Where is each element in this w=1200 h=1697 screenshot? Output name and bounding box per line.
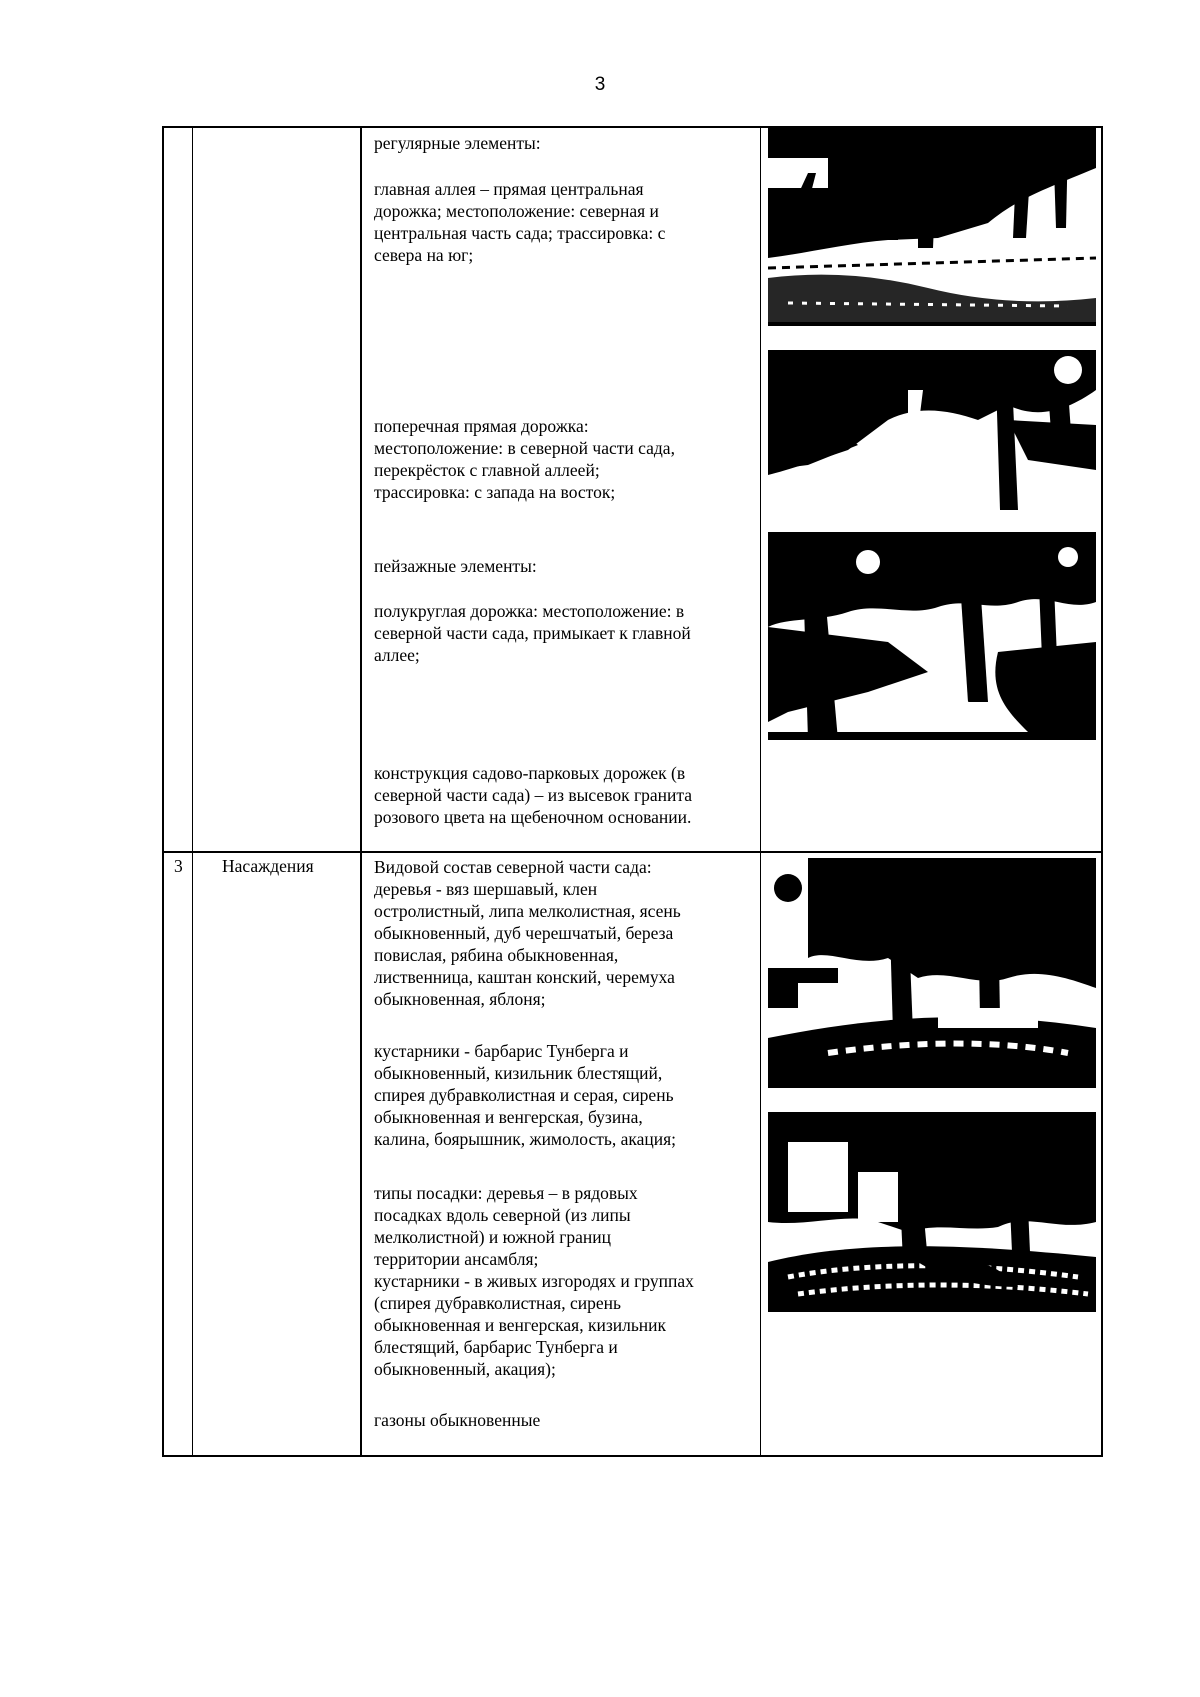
photo-plantings-1 [768, 858, 1096, 1088]
page-number: 3 [594, 74, 606, 95]
photo-cross-path [768, 350, 1096, 510]
row-divider [164, 851, 1101, 853]
text-main-alley: главная аллея – прямая центральная дорожка; местоположение: северная и центральная часть сада; трассировка: с севера на юг; [374, 179, 666, 265]
text-shrubs: кустарники - барбарис Тунберга и обыкновенный, кизильник блестящий, спирея дубравколистная и серая, сирень обыкновенная и венгерская, бузина, калина, боярышник, жимолость, акация; [374, 1041, 677, 1149]
text-species-trees: Видовой состав северной части сада: деревья - вяз шершавый, клен остролистный, липа мелколистная, ясень обыкновенный, дуб черешчатый, береза повислая, рябина обыкновенная, лиственница, каштан конский, черемуха обыкновенная, яблоня; [374, 857, 681, 1009]
text-lawns: газоны обыкновенные [374, 1410, 541, 1430]
text-cross-path: поперечная прямая дорожка: местоположение: в северной части сада, перекрёсток с главной аллеей; трассировка: с запада на восток; [374, 416, 675, 502]
text-path-construction: конструкция садово-парковых дорожек (в северной части сада) – из высевок гранита розового цвета на щебеночном основании. [374, 763, 692, 827]
row-name: Насаждения [222, 856, 314, 876]
text-semicircular-path: полукруглая дорожка: местоположение: в северной части сада, примыкает к главной аллее; [374, 601, 691, 665]
text-landscape-elements: пейзажные элементы: [374, 556, 537, 576]
column-divider-1 [192, 128, 193, 1455]
row-number: 3 [174, 856, 183, 876]
text-regular-elements: регулярные элементы: [374, 133, 541, 153]
photo-plantings-2 [768, 1112, 1096, 1312]
text-planting-types: типы посадки: деревья – в рядовых посадках вдоль северной (из липы мелколистной) и южной границ территории ансамбля; кустарники - в живых изгородях и группах (спирея дубравколистная, сирень обыкновенная и венгерская, кизильник блестящий, барбарис Тунберга и обыкновенный, акация); [374, 1183, 694, 1379]
column-divider-2 [360, 128, 362, 1455]
photo-main-alley [768, 128, 1096, 326]
monument-table [162, 126, 1103, 1457]
column-divider-3 [760, 128, 761, 1455]
photo-semicircular-path [768, 532, 1096, 740]
